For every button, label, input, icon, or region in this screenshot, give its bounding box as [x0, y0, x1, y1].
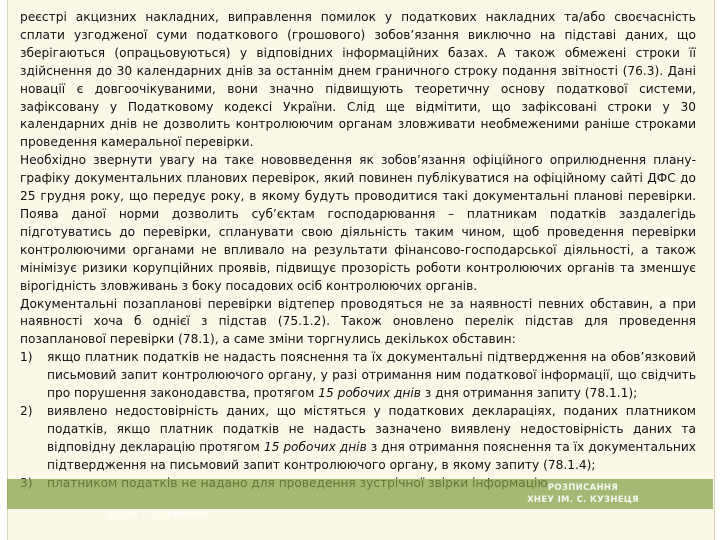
circumstances-list	[20, 349, 696, 492]
list-item-number: 2)	[20, 403, 33, 418]
list-item	[20, 403, 696, 475]
paragraph-2: Необхідно звернути увагу на таке нововведення як зобов’язання офіційного оприлюднення плану-графіку документальних планових перевірок, який повинен публікуватися на офіційному сайті ДФС до 25 грудня року, що передує року, в якому будуть проводитися такі документальні планові перевірки. Поява даної норми дозволить суб’єктам господарювання – платникам податків заздалегідь підготуватись до перевірки, спланувати свою діяльність таким чином, щоб проведення перевірки контролюючими органами не впливало на результати фінансово-господарської діяльності, а також мінімізує ризики корупційних проявів, підвищує прозорість роботи контролюючих органів та зменшує вірогідність зловживань з боку посадових осіб контролюючих органів.	[20, 153, 696, 293]
list-item-text: виявлено недостовірність даних, що містяться у податкових деклараціях, поданих платником податків, якщо платник податків не надасть зазначено виявлену недостовірність даних та відповідну декларацію протягом	[47, 403, 696, 454]
list-item-number: 1)	[20, 350, 33, 365]
footer-right-text	[508, 482, 658, 506]
paragraph-1: реєстрі акцизних накладних, виправлення помилок у податкових накладних та/або своєчасність сплати узгодженої суми податкового (грошового) зобов’язання виключно на підставі даних, що зберігаються (опрацьовуються) у відповідних інформаційних базах. А також обмежені строки її здійснення до 30 календарних днів за останнім днем граничного строку подання звітності (76.3). Дані новації є довгоочікуваними, вони значно підвищують теоретичну основу податкової системи, зафіксовану у Податковому кодексі України. Слід ще відмітити, що зафіксовані строки у 30 календарних днів не дозволить контролюючим органам зловживати необмеженими раніше строками проведення камеральної перевірки.	[20, 10, 696, 150]
document-body	[20, 9, 696, 492]
paragraph-3: Документальні позапланові перевірки відтепер проводяться не за наявності певних обставин, а при наявності хоча б однієї з підстав (75.1.2). Також оновлено перелік підстав для проведення позапланової перевірки (78.1), а саме зміни торгнулись декількох обставин:	[20, 296, 696, 347]
list-item-emphasis: 15 робочих днів	[263, 439, 367, 454]
list-item	[20, 349, 696, 403]
footer-right-line1: РОЗПИСАННЯ	[547, 483, 619, 493]
list-item-text-end: з дня отримання пояснення та їх документальних підтвердження на письмовий запит контролюючого органу, в якому запиту (78.1.4);	[47, 439, 696, 472]
list-item-text-end: з дня отримання запиту (78.1.1);	[420, 386, 638, 401]
footer-left-text: ВОЦІЯ ПІДПРИЄМЦІВ	[107, 510, 213, 520]
footer-right-line2: ХНЕУ ІМ. С. КУЗНЕЦЯ	[527, 495, 639, 505]
list-item-text: якщо платник податків не надасть пояснення та їх документальні підтвердження на обов’язковий письмовий запит контролюючого органу, у разі отримання ним податкової інформації, що свідчить про порушення законодавства, протягом	[47, 350, 696, 401]
list-item-emphasis: 15 робочих днів	[318, 386, 421, 401]
